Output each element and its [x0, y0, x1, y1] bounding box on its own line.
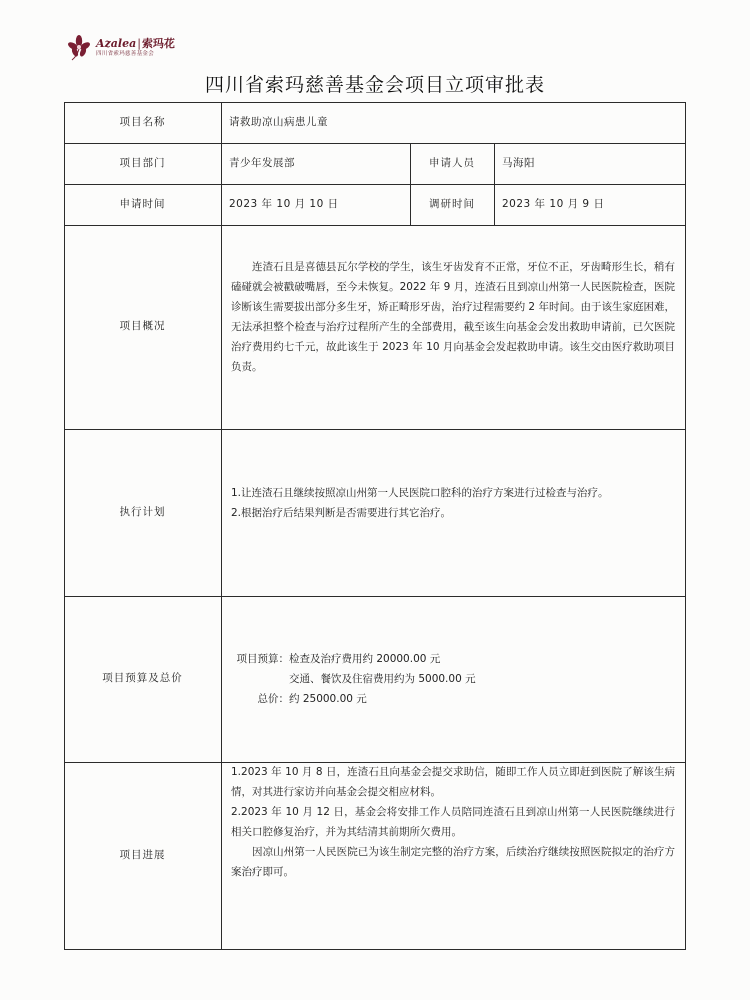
research-date-value: 2023 年 10 月 9 日 [502, 197, 605, 210]
budget-field-label: 项目预算： [236, 653, 289, 665]
plan-item: 2.根据治疗后结果判断是否需要进行其它治疗。 [231, 506, 452, 519]
project-name-label: 项目名称 [119, 115, 166, 128]
page-title: 四川省索玛慈善基金会项目立项审批表 [204, 74, 545, 96]
applicant-label: 申请人员 [429, 156, 475, 169]
project-name-value: 请救助凉山病患儿童 [229, 115, 328, 128]
overview-label: 项目概况 [119, 320, 166, 333]
total-value: 约 25000.00 元 [289, 692, 367, 705]
overview-text: 连渣石且是喜德县瓦尔学校的学生，该生牙齿发育不正常，牙位不正，牙齿畸形生长，稍有磕碰就会被戳破嘴唇，至今未恢复。2022 年 9 月，连渣石且到凉山州第一人民医院检查，医院诊断该生需要拔出部分多生牙，矫正畸形牙齿，治疗过程需要约 2 年时间。由于该生家庭困难，无法承担整个检查与治疗过程所产生的全部费用，截至该生向基金会发出救助申请前，已欠医院治疗费用约七千元，故此该生于 2023 年 10 月向基金会发起救助申请。该生交由医疗救助项目负责。 [231, 261, 675, 373]
foundation-logo [64, 32, 175, 62]
total-label: 总价： [257, 692, 289, 705]
application-date-label: 申请时间 [119, 197, 166, 210]
plan-label: 执行计划 [119, 505, 166, 518]
progress-text [221, 763, 685, 883]
progress-label: 项目进展 [119, 848, 166, 861]
applicant-value: 马海阳 [502, 156, 535, 169]
plan-item: 1.让连渣石且继续按照凉山州第一人民医院口腔科的治疗方案进行过检查与治疗。 [231, 487, 609, 499]
logo-subtitle: 四川省索玛慈善基金会 [96, 51, 155, 57]
budget-line-2: 交通、餐饮及住宿费用约为 5000.00 元 [289, 672, 476, 685]
azalea-flower-icon [64, 32, 94, 62]
approval-table [64, 102, 686, 950]
budget-label: 项目预算及总价 [102, 672, 183, 685]
progress-item: 1.2023 年 10 月 8 日，连渣石且向基金会提交求助信，随即工作人员立即赶到医院了解该生病情，对其进行家访并向基金会提交相应材料。 [231, 766, 675, 798]
budget-line-1: 检查及治疗费用约 20000.00 元 [289, 653, 441, 665]
department-label: 项目部门 [119, 156, 166, 169]
logo-brand: Azalea|索玛花 [96, 37, 175, 50]
budget-text [221, 650, 667, 710]
plan-text [221, 484, 685, 524]
progress-item: 2.2023 年 10 月 12 日，基金会将安排工作人员陪同连渣石且到凉山州第一人民医院继续进行相关口腔修复治疗，并为其结清其前期所欠费用。 [231, 805, 675, 838]
department-value: 青少年发展部 [229, 156, 295, 169]
research-date-label: 调研时间 [429, 197, 475, 210]
application-date-value: 2023 年 10 月 10 日 [229, 197, 339, 210]
progress-item: 因凉山州第一人民医院已为该生制定完整的治疗方案，后续治疗继续按照医院拟定的治疗方案治疗即可。 [231, 845, 675, 878]
